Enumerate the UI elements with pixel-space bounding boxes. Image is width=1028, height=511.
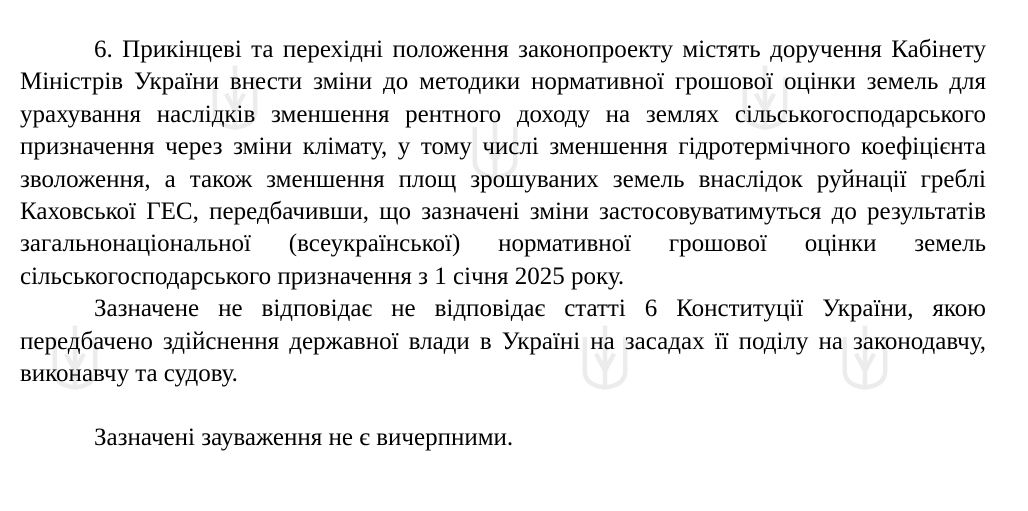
closing-remark: Зазначені зауваження не є вичерпними.	[94, 424, 514, 452]
document-body	[20, 34, 986, 455]
paragraph-constitution-conflict: Зазначене не відповідає не відповідає статті 6 Конституції України, якою передбачено здійснення державної влади в Україні на засадах її поділу на законодавчу, виконавчу та судову.	[20, 295, 986, 388]
paragraph-transitional-provisions: 6. Прикінцеві та перехідні положення законопроекту містять доручення Кабінету Міністрів України внести зміни до методики нормативної грошової оцінки земель для урахування наслідків зменшення рентного доходу на землях сільськогосподарського призначення через зміни клімату, у тому числі зменшення гідротермічного коефіцієнта зволоження, а також зменшення площ зрошуваних земель внаслідок руйнації греблі Каховської ГЕС, передбачивши, що зазначені зміни застосовуватимуться до результатів загальнонаціональної (всеукраїнської) нормативної грошової оцінки земель сільськогосподарського призначення з 1 січня 2025 року.	[20, 36, 986, 290]
